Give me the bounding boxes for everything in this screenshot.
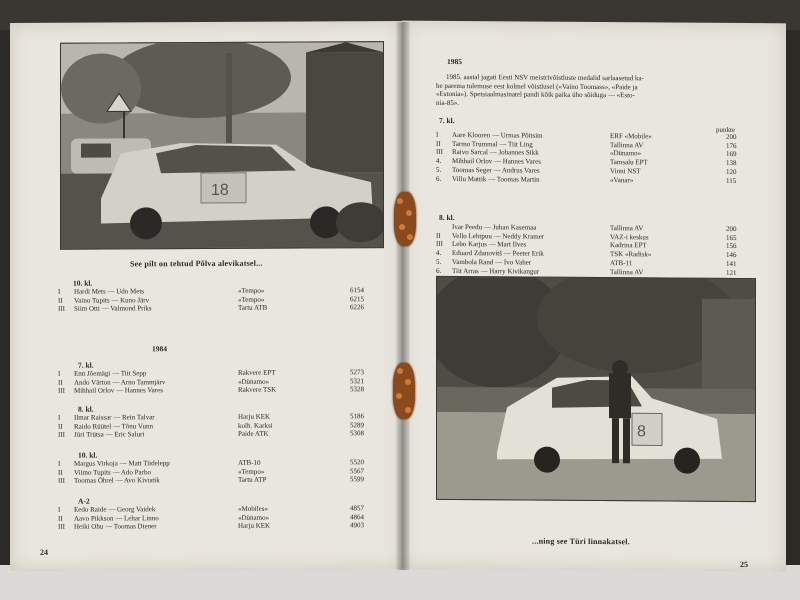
cell-result: 5289 [350, 420, 364, 429]
cell-place: II [58, 514, 63, 523]
cell-place: II [58, 296, 63, 305]
cell-place: 4. [436, 156, 442, 166]
left-rally-car-photo [60, 41, 384, 250]
binding-tape-bottom [393, 363, 415, 419]
left-7kl-header: 7. kl. [78, 360, 94, 370]
cell-team: ATB-11 [610, 258, 633, 268]
cell-crew: Villu Mattik — Toomas Martin [452, 174, 540, 184]
cell-result: 5321 [350, 376, 364, 385]
cell-team: kolh. Karksi [238, 421, 273, 430]
cell-place: 6. [436, 174, 442, 183]
intro-line: nia-85». [436, 98, 460, 107]
cell-result: 6226 [350, 303, 364, 312]
cell-crew: Viimo Tupits — Ado Parbo [74, 467, 151, 477]
cell-result: 5599 [350, 475, 364, 484]
cell-team: TSK «Radisk» [610, 250, 652, 259]
cell-place: 4. [436, 248, 442, 258]
cell-crew: Vello Lehtpuu — Neddy Kramer [452, 231, 545, 241]
book-gutter [396, 22, 410, 570]
left-photo-caption: See pilt on tehtud Põlva alevikatsel... [130, 258, 263, 269]
cell-place: 6. [436, 266, 442, 275]
cell-crew: Siim Otti — Valmond Priks [74, 304, 152, 313]
cell-crew: Ando Vārton — Arno Tammjärv [74, 377, 166, 387]
cell-result: 176 [726, 141, 737, 150]
table-row [10, 521, 402, 532]
cell-crew: Mihhail Orlov — Hannes Vares [74, 386, 163, 395]
cell-team: Tallinna AV [610, 224, 644, 233]
left-10kl-b-header: 10. kl. [78, 450, 98, 460]
cell-place: II [58, 378, 63, 387]
cell-result: 5567 [350, 466, 364, 475]
cell-result: 115 [726, 176, 737, 185]
intro-line: 1985. aastal jagati Eesti NSV meistrivõistluste medalid sarlaasetud ka- [446, 72, 644, 83]
right-points-header: punkte [716, 125, 736, 134]
cell-crew: Enn Jõemägi — Tiit Sepp [74, 369, 147, 378]
right-rally-car-photo [436, 276, 756, 502]
cell-team: «Dünamo» [238, 377, 270, 386]
right-page [402, 21, 786, 572]
cell-team: «Tempo» [238, 286, 265, 295]
binding-tape-top [394, 192, 416, 246]
cell-place: III [436, 240, 443, 249]
cell-crew: Raivo Sarcal — Johannes Sikk [452, 148, 539, 158]
cell-crew: Margus Virkoja — Matt Tiidelepp [74, 459, 170, 468]
cell-place: III [58, 304, 65, 313]
cell-result: 120 [726, 167, 737, 176]
svg-text:8: 8 [637, 423, 646, 441]
cell-result: 156 [726, 242, 737, 251]
left-page [10, 21, 402, 571]
right-page-number: 25 [740, 560, 748, 570]
cell-crew: Raido Rüütel — Tõnu Vunn [74, 421, 154, 431]
right-8kl-header: 8. kl. [439, 212, 455, 223]
cell-result: 146 [726, 251, 737, 260]
cell-crew: Toomas Õhrel — Avo Kivistik [74, 476, 160, 485]
cell-crew: Toomas Seger — Andrus Vares [452, 165, 540, 175]
cell-place: I [436, 130, 439, 139]
cell-team: Rakvere EPT [238, 368, 276, 377]
cell-team: Rakvere TSK [238, 385, 277, 394]
cell-team: Harju KEK [238, 412, 271, 421]
cell-crew: Hardi Mets — Udo Mets [74, 287, 144, 296]
cell-result: 5520 [350, 458, 364, 467]
cell-team: «Tempo» [238, 295, 265, 304]
cell-place: I [58, 413, 61, 422]
left-page-number: 24 [40, 547, 48, 557]
cell-team: «Dünamo» [238, 513, 270, 522]
cell-result: 138 [726, 159, 737, 168]
cell-crew: Ilmar Raissar — Rein Talvar [74, 413, 155, 422]
cell-crew: Vaino Tupits — Kuno Järv [74, 295, 150, 305]
right-photo-caption: ...ning see Türi linnakatsel. [532, 536, 630, 547]
table-row [402, 174, 786, 186]
right-7kl-header: 7. kl. [439, 115, 455, 126]
cell-place: II [436, 139, 441, 148]
cell-result: 200 [726, 132, 737, 141]
cell-team: VAZ-i keskus [610, 232, 649, 242]
cell-result: 5308 [350, 429, 364, 438]
cell-place: III [58, 476, 65, 485]
cell-place: III [58, 386, 65, 395]
cell-crew: Tiit Arras — Harry Kivikangur [452, 266, 540, 276]
cell-team: ERF «Mobile» [610, 132, 652, 141]
cell-team: Paide ATK [238, 429, 269, 438]
cell-place: I [58, 459, 61, 468]
cell-place: I [58, 505, 61, 514]
table-row [10, 303, 402, 314]
cell-team: Tamsalu EPT [610, 158, 648, 167]
cell-team: «Vanar» [610, 175, 634, 184]
cell-result: 4864 [350, 512, 364, 521]
table-row [10, 475, 402, 486]
right-photo-illustration [437, 277, 755, 501]
cell-crew: Eedo Raide — Georg Vaidek [74, 505, 156, 514]
cell-result: 5186 [350, 412, 364, 421]
cell-team: «Dünamo» [610, 149, 642, 158]
left-8kl-header: 8. kl. [78, 404, 94, 414]
cell-place: III [436, 148, 443, 157]
right-year-header: 1985 [447, 56, 462, 67]
cell-crew: Mihhail Orlov — Hannes Vares [452, 157, 541, 166]
cell-result: 200 [726, 224, 737, 233]
table-row [10, 385, 402, 396]
intro-line: he parema tulemuse eest kolmel võistlusel («Vaino Toomass», «Paide ja [436, 81, 638, 91]
cell-team: ATB-10 [238, 458, 261, 467]
cell-place: 5. [436, 165, 442, 174]
intro-line: «Estonia»). Spetsiaalmasinatel pandi kõik paika üho sõiduga — «Esto- [436, 89, 635, 100]
cell-crew: Tarmo Trummal — Tiit Ling [452, 139, 533, 149]
left-year-header: 1984 [152, 344, 167, 354]
cell-place: I [58, 369, 61, 378]
cell-place: II [436, 231, 441, 240]
cell-crew: Heiki Ohu — Toomas Diener [74, 522, 157, 531]
cell-result: 141 [726, 259, 737, 268]
cell-result: 169 [726, 150, 737, 159]
cell-place: II [58, 468, 63, 477]
cell-result: 4857 [350, 504, 364, 513]
cell-team: Harju KEK [238, 521, 271, 530]
cell-crew: Aavo Pikkson — Lehar Linno [74, 513, 159, 523]
cell-place: II [58, 422, 63, 431]
left-10kl-header: 10. kl. [73, 278, 93, 288]
cell-crew: Lebo Karjus — Mart Ilves [452, 240, 527, 249]
cell-team: «Mobiles» [238, 504, 268, 513]
cell-place: III [58, 522, 65, 531]
cell-team: Tallinna AV [610, 140, 644, 150]
table-row [10, 429, 402, 440]
left-a2-header: A-2 [78, 496, 90, 506]
cell-result: 121 [726, 268, 737, 277]
cell-result: 6215 [350, 294, 364, 303]
cell-place: III [58, 430, 65, 439]
cell-crew: Eduard Zdanovitš — Peeter Erik [452, 249, 544, 258]
cell-result: 165 [726, 233, 737, 242]
cell-team: Tartu ATP [238, 475, 267, 484]
cell-crew: Jüri Trütsa — Eric Saluri [74, 430, 145, 439]
cell-team: Tallinna AV [610, 267, 644, 276]
left-photo-illustration [61, 42, 383, 249]
cell-result: 6154 [350, 286, 364, 295]
cell-place: I [58, 287, 61, 296]
cell-result: 4903 [350, 521, 364, 530]
cell-team: Vinni NST [610, 166, 641, 176]
svg-text:18: 18 [211, 181, 229, 199]
cell-crew: Ivar Peedu — Juhan Kasemaa [452, 223, 537, 232]
cell-team: Tartu ATB [238, 303, 268, 312]
cell-team: «Tempo» [238, 467, 265, 476]
cell-crew: Vambola Rand — Ivo Vaher [452, 257, 532, 267]
cell-result: 5273 [350, 368, 364, 377]
cell-place: 5. [436, 257, 442, 266]
cell-crew: Aare Klooren — Urmas Põitsim [452, 131, 543, 140]
cell-result: 5328 [350, 385, 364, 394]
cell-team: Kadrina EPT [610, 241, 647, 250]
